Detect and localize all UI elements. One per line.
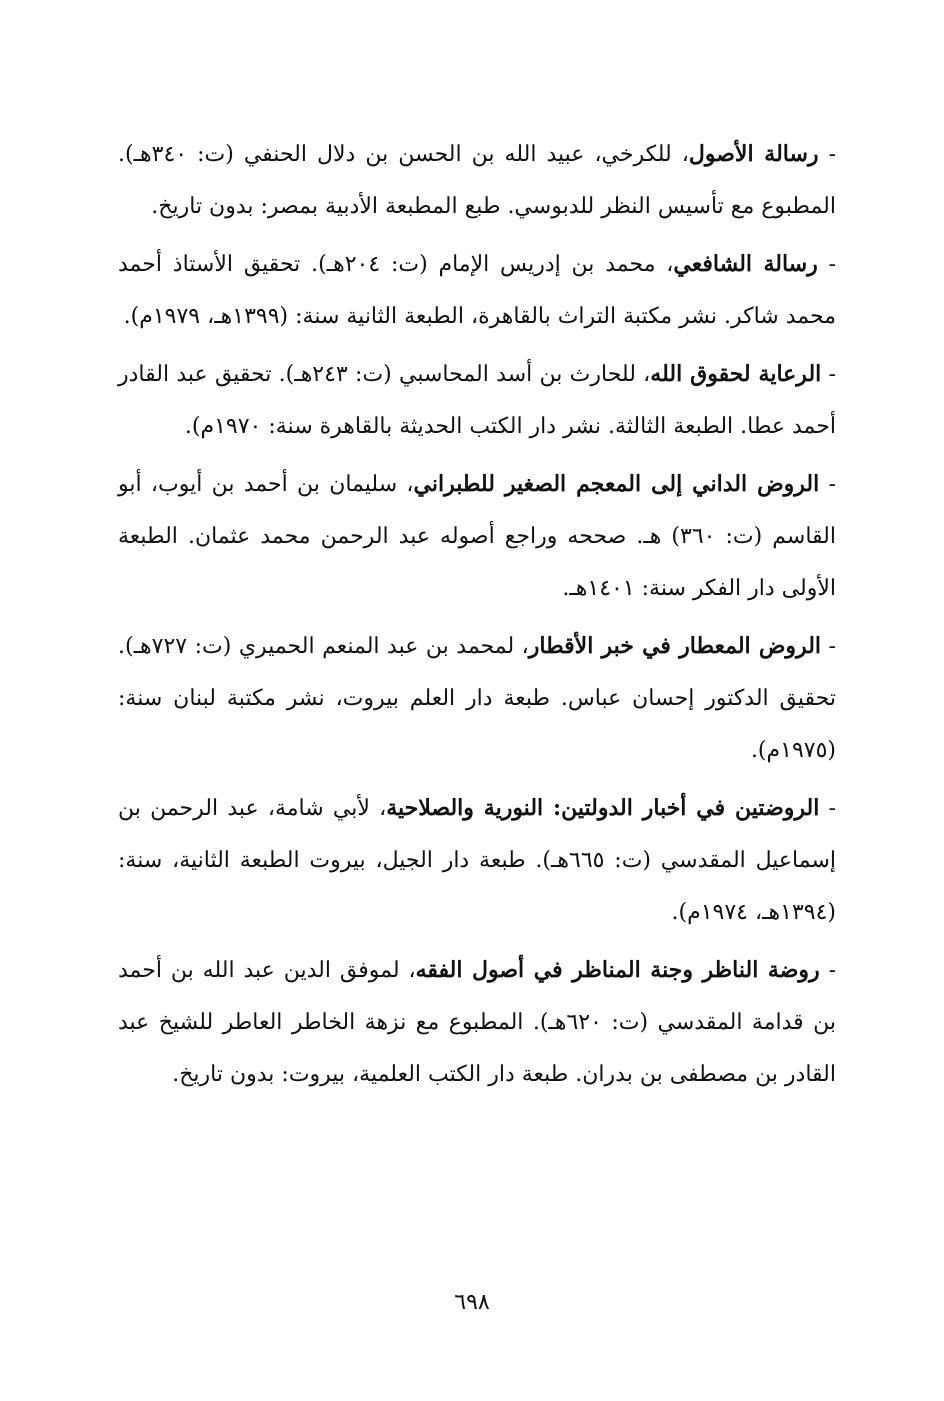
bibliography-list — [118, 128, 836, 1106]
entry-title: الروضتين في أخبار الدولتين: النورية والصلاحية — [386, 795, 820, 821]
entry-dash: - — [821, 634, 836, 659]
entry-dash: - — [819, 472, 836, 497]
bibliography-entry — [118, 348, 836, 453]
entry-title: رسالة الشافعي — [673, 251, 818, 277]
entry-title: رسالة الأصول — [688, 141, 819, 167]
entry-title: الروض المعطار في خبر الأقطار — [528, 633, 822, 659]
entry-dash: - — [817, 252, 836, 277]
bibliography-entry — [118, 782, 836, 939]
entry-text: ، للحارث بن أسد المحاسبي (ت: ٢٤٣هـ). تحقيق عبد القادر أحمد عطا. الطبعة الثالثة. نشر دار الكتب الحديثة بالقاهرة سنة: ١٩٧٠م). — [118, 362, 836, 439]
page-number: ٦٩٨ — [454, 1290, 490, 1315]
entry-title: روضة الناظر وجنة المناظر في أصول الفقه — [415, 957, 820, 983]
entry-text: ، محمد بن إدريس الإمام (ت: ٢٠٤هـ). تحقيق الأستاذ أحمد محمد شاكر. نشر مكتبة التراث بالقاهرة، الطبعة الثانية سنة: (١٣٩٩هـ، ١٩٧٩م). — [118, 252, 836, 329]
entry-title: الرعاية لحقوق الله — [650, 361, 822, 387]
entry-text: ، لأبي شامة، عبد الرحمن بن إسماعيل المقدسي (ت: ٦٦٥هـ). طبعة دار الجيل، بيروت الطبعة الثانية، سنة: (١٣٩٤هـ، ١٩٧٤م). — [118, 796, 836, 925]
entry-dash: - — [821, 362, 836, 387]
bibliography-entry — [118, 944, 836, 1101]
entry-dash: - — [819, 796, 836, 821]
bibliography-entry — [118, 458, 836, 615]
entry-text: ، سليمان بن أحمد بن أيوب، أبو القاسم (ت: ٣٦٠) هـ. صححه وراجع أصوله عبد الرحمن محمد عثمان. الطبعة الأولى دار الفكر سنة: ١٤٠١هـ. — [118, 472, 836, 601]
bibliography-entry — [118, 620, 836, 777]
bibliography-entry — [118, 128, 836, 233]
bibliography-entry — [118, 238, 836, 343]
entry-title: الروض الداني إلى المعجم الصغير للطبراني — [413, 471, 820, 497]
entry-text: ، لمحمد بن عبد المنعم الحميري (ت: ٧٢٧هـ). تحقيق الدكتور إحسان عباس. طبعة دار العلم بيروت، نشر مكتبة لبنان سنة: (١٩٧٥م). — [118, 634, 836, 763]
entry-text: ، لموفق الدين عبد الله بن أحمد بن قدامة المقدسي (ت: ٦٢٠هـ). المطبوع مع نزهة الخاطر العاطر للشيخ عبد القادر بن مصطفى بن بدران. طبعة دار الكتب العلمية، بيروت: بدون تاريخ. — [118, 958, 836, 1087]
entry-dash: - — [819, 958, 837, 983]
entry-text: ، للكرخي، عبيد الله بن الحسن بن دلال الحنفي (ت: ٣٤٠هـ). المطبوع مع تأسيس النظر للدبوسي. طبع المطبعة الأدبية بمصر: بدون تاريخ. — [118, 142, 836, 219]
entry-dash: - — [818, 142, 836, 167]
